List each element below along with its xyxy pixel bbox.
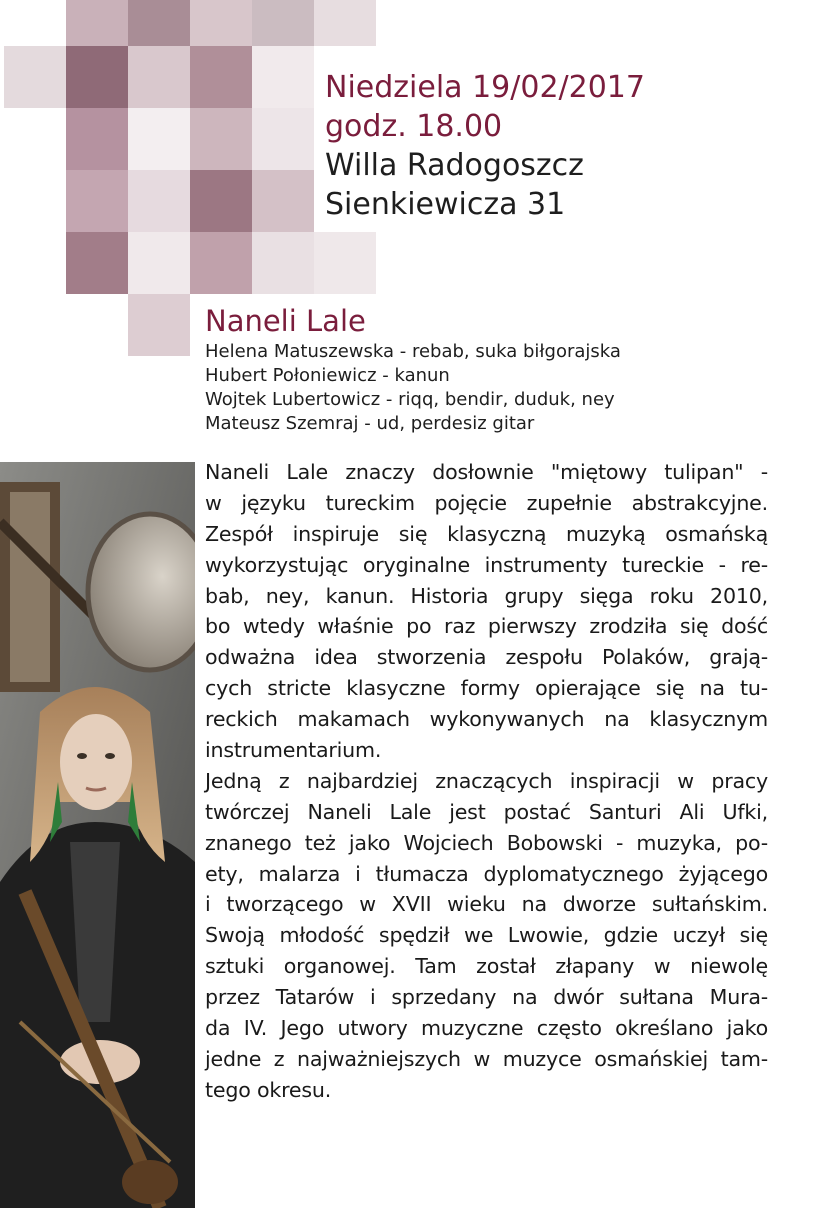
- mosaic-tile: [128, 108, 190, 170]
- band-member: Hubert Połoniewicz - kanun: [205, 365, 450, 386]
- description-line: reckich makamach wykonywanych na klasycznym: [205, 707, 768, 732]
- event-date: Niedziela 19/02/2017: [325, 70, 645, 105]
- mosaic-tile: [190, 46, 252, 108]
- mosaic-tile: [314, 232, 376, 294]
- mosaic-tile: [4, 46, 66, 108]
- mosaic-tile: [128, 294, 190, 356]
- event-header: [325, 68, 645, 224]
- mosaic-tile: [252, 0, 314, 46]
- event-venue: Willa Radogoszcz: [325, 148, 584, 183]
- mosaic-tile: [190, 0, 252, 46]
- description-line: znanego też jako Wojciech Bobowski - muzyka, po-: [205, 830, 768, 855]
- description-line: i tworzącego w XVII wieku na dworze sułtańskim.: [205, 892, 768, 917]
- description-line: bo wtedy właśnie po raz pierwszy zrodziła się dość: [205, 614, 768, 639]
- band-name: Naneli Lale: [205, 304, 366, 338]
- description-line: twórczej Naneli Lale jest postać Santuri Ali Ufki,: [205, 799, 768, 824]
- description-line: bab, ney, kanun. Historia grupy sięga roku 2010,: [205, 583, 768, 608]
- description-line: sztuki organowej. Tam został złapany w niewolę: [205, 954, 768, 979]
- mosaic-tile: [190, 232, 252, 294]
- mosaic-tile: [128, 232, 190, 294]
- mosaic-tile: [190, 170, 252, 232]
- band-info: [205, 302, 621, 436]
- mosaic-tile: [66, 46, 128, 108]
- mosaic-tile: [190, 108, 252, 170]
- description-line: instrumentarium.: [205, 738, 382, 763]
- event-description: [205, 457, 768, 1106]
- band-member: Helena Matuszewska - rebab, suka biłgorajska: [205, 341, 621, 362]
- mosaic-tile: [252, 232, 314, 294]
- mosaic-tile: [66, 232, 128, 294]
- description-line: przez Tatarów i sprzedany na dwór sułtana Mura-: [205, 985, 768, 1010]
- band-member: Mateusz Szemraj - ud, perdesiz gitar: [205, 413, 535, 434]
- description-line: cych stricte klasyczne formy opierające się na tu-: [205, 676, 768, 701]
- mosaic-tile: [128, 46, 190, 108]
- musician-photo: [0, 462, 195, 1208]
- description-line: Zespół inspiruje się klasyczną muzyką osmańską: [205, 521, 768, 546]
- mosaic-tile: [128, 170, 190, 232]
- event-address: Sienkiewicza 31: [325, 187, 566, 222]
- description-line: Swoją młodość spędził we Lwowie, gdzie uczył się: [205, 923, 768, 948]
- mosaic-tile: [66, 108, 128, 170]
- description-line: wykorzystując oryginalne instrumenty tureckie - re-: [205, 552, 768, 577]
- description-line: da IV. Jego utwory muzyczne często określano jako: [205, 1016, 768, 1041]
- description-line: Naneli Lale znaczy dosłownie "miętowy tulipan" -: [205, 460, 768, 484]
- description-line: odważna idea stworzenia zespołu Polaków, grają-: [205, 645, 768, 670]
- mosaic-tile: [252, 170, 314, 232]
- mosaic-tile: [252, 108, 314, 170]
- mosaic-tile: [314, 0, 376, 46]
- mosaic-tile: [66, 0, 128, 46]
- description-line: Jedną z najbardziej znaczących inspiracji w pracy: [205, 768, 768, 793]
- event-time: godz. 18.00: [325, 109, 503, 144]
- description-line: tego okresu.: [205, 1077, 332, 1102]
- mosaic-tile: [252, 46, 314, 108]
- description-line: ety, malarza i tłumacza dyplomatycznego żyjącego: [205, 861, 768, 886]
- band-member: Wojtek Lubertowicz - riqq, bendir, duduk, ney: [205, 389, 615, 410]
- mosaic-tile: [66, 170, 128, 232]
- description-line: jedne z najważniejszych w muzyce osmańskiej tam-: [205, 1046, 768, 1071]
- mosaic-tile: [128, 0, 190, 46]
- description-line: w języku tureckim pojęcie zupełnie abstrakcyjne.: [205, 490, 768, 515]
